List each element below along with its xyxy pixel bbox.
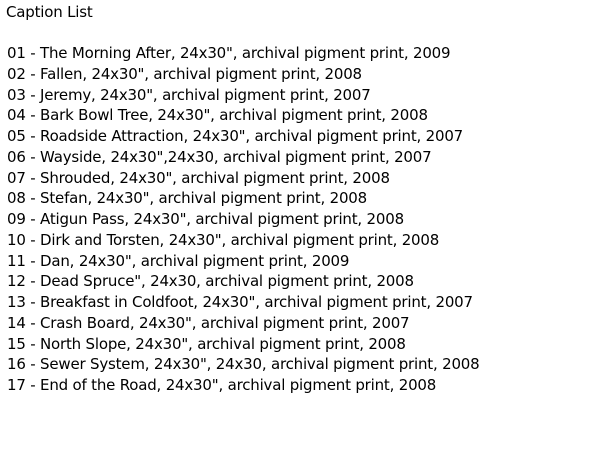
- caption-item-12: 12 - Dead Spruce", 24x30, archival pigment print, 2008: [7, 272, 414, 291]
- caption-item-02: 02 - Fallen, 24x30", archival pigment print, 2008: [7, 64, 362, 83]
- caption-item-05: 05 - Roadside Attraction, 24x30", archival pigment print, 2007: [7, 127, 464, 145]
- caption-item-09: 09 - Atigun Pass, 24x30", archival pigment print, 2008: [7, 210, 404, 228]
- caption-item-04: 04 - Bark Bowl Tree, 24x30", archival pigment print, 2008: [7, 106, 428, 125]
- caption-item-14: 14 - Crash Board, 24x30", archival pigment print, 2007: [7, 313, 410, 332]
- caption-item-16: 16 - Sewer System, 24x30", 24x30, archival pigment print, 2008: [7, 355, 480, 374]
- caption-item-10: 10 - Dirk and Torsten, 24x30", archival pigment print, 2008: [7, 230, 440, 249]
- caption-item-03: 03 - Jeremy, 24x30", archival pigment print, 2007: [7, 85, 371, 104]
- caption-item-15: 15 - North Slope, 24x30", archival pigment print, 2008: [7, 334, 406, 353]
- page-title: Caption List: [6, 3, 93, 21]
- caption-item-07: 07 - Shrouded, 24x30", archival pigment print, 2008: [7, 168, 390, 187]
- caption-item-06: 06 - Wayside, 24x30",24x30, archival pigment print, 2007: [7, 147, 432, 166]
- caption-item-08: 08 - Stefan, 24x30", archival pigment print, 2008: [7, 189, 367, 208]
- caption-item-11: 11 - Dan, 24x30", archival pigment print, 2009: [7, 251, 350, 270]
- caption-item-01: 01 - The Morning After, 24x30", archival pigment print, 2009: [7, 44, 451, 62]
- caption-item-13: 13 - Breakfast in Coldfoot, 24x30", archival pigment print, 2007: [7, 293, 473, 311]
- caption-item-17: 17 - End of the Road, 24x30", archival pigment print, 2008: [7, 376, 437, 394]
- caption-list: [7, 43, 479, 396]
